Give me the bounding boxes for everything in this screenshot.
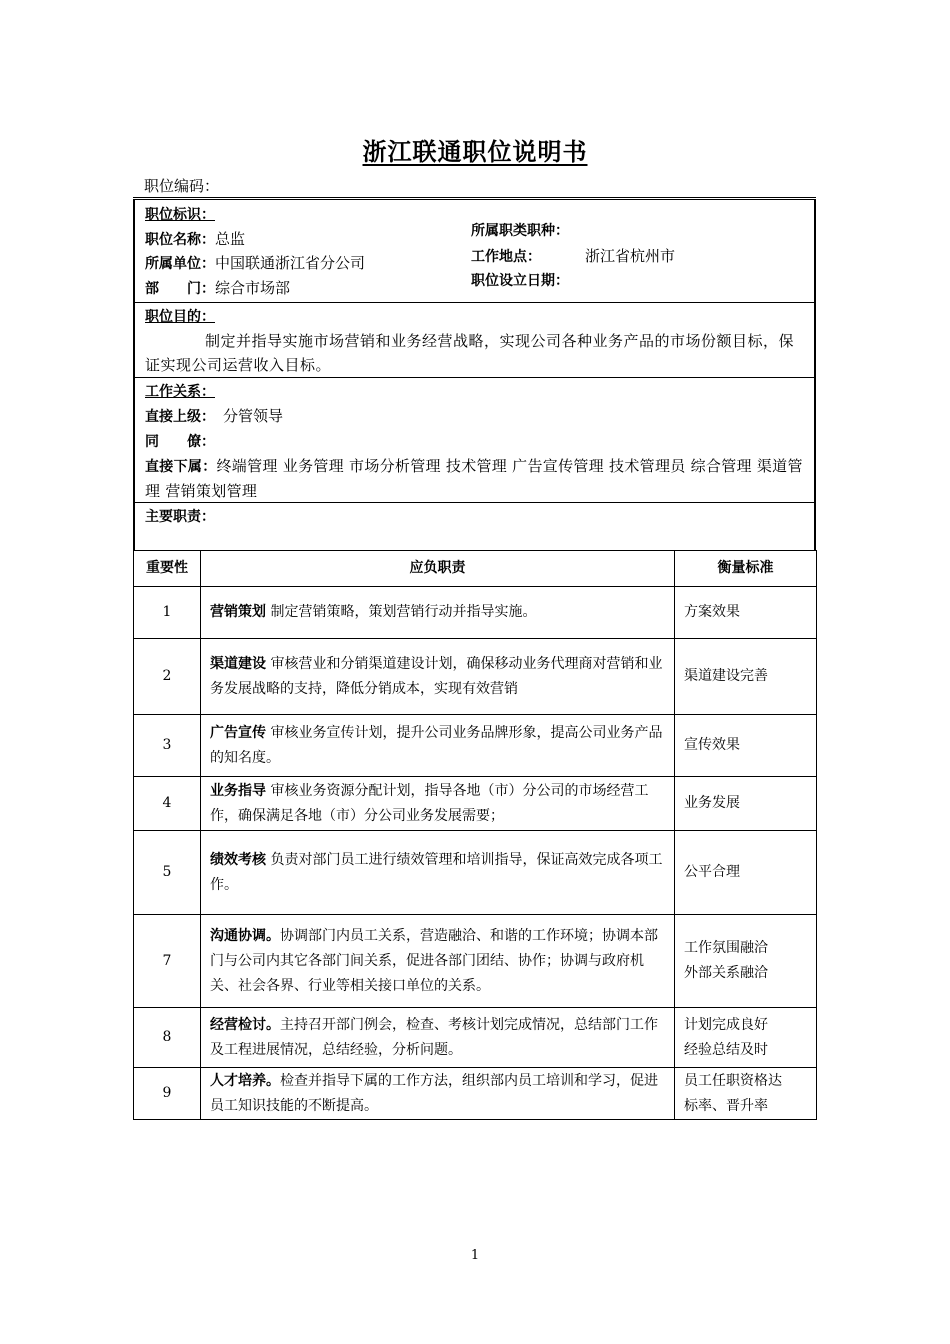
standard-cell xyxy=(675,777,817,831)
importance-cell: 2 xyxy=(134,639,201,715)
standard-line-1: 公平合理 xyxy=(684,864,740,880)
duty-cell xyxy=(201,1008,675,1068)
duty-text: 审核营业和分销渠道建设计划，确保移动业务代理商对营销和业务发展战略的支持，降低分销成本，实现有效营销 xyxy=(210,655,663,697)
duty-text: 审核业务宣传计划，提升公司业务品牌形象，提高公司业务产品的知名度。 xyxy=(210,724,663,766)
duty-text: 主持召开部门例会，检查、考核计划完成情况，总结部门工作及工程进展情况，总结经验，分析问题。 xyxy=(210,1016,658,1058)
sub-value: 终端管理 业务管理 市场分析管理 技术管理 广告宣传管理 技术管理员 综合管理 渠道管理 营销策划管理 xyxy=(145,457,803,500)
category-label: 所属职类职种： xyxy=(471,223,569,239)
superior-value: 分管领导 xyxy=(223,407,284,425)
duty-cell xyxy=(201,1068,675,1120)
duties-table xyxy=(133,550,817,1120)
sub-label: 直接下属： xyxy=(145,459,217,475)
table-header-row xyxy=(134,551,817,587)
standard-line-1: 渠道建设完善 xyxy=(684,668,768,684)
standard-line-1: 员工任职资格达 xyxy=(684,1072,782,1089)
importance-cell: 4 xyxy=(134,777,201,831)
unit-value: 中国联通浙江省分公司 xyxy=(215,254,366,272)
standard-line-2: 标率、晋升率 xyxy=(684,1097,768,1114)
importance-cell: 1 xyxy=(134,587,201,639)
standard-cell xyxy=(675,715,817,777)
duties-header: 主要职责： xyxy=(145,509,215,525)
position-unit xyxy=(145,251,365,276)
importance-cell: 9 xyxy=(134,1068,201,1120)
importance-cell: 8 xyxy=(134,1008,201,1068)
document-title: 浙江联通职位说明书 xyxy=(362,138,588,166)
duty-text: 负责对部门员工进行绩效管理和培训指导，保证高效完成各项工作。 xyxy=(210,851,663,893)
dept-label: 部 门： xyxy=(145,281,215,297)
identity-section xyxy=(133,200,816,303)
standard-line-1: 方案效果 xyxy=(684,604,740,620)
standard-cell xyxy=(675,1008,817,1068)
identity-header: 职位标识： xyxy=(145,207,215,223)
dept-value: 综合市场部 xyxy=(215,279,291,297)
relations-section xyxy=(133,378,816,503)
duty-cell xyxy=(201,587,675,639)
duty-cell xyxy=(201,777,675,831)
standard-line-1: 工作氛围融洽 xyxy=(684,940,768,956)
duty-title: 渠道建设 xyxy=(210,655,266,672)
duty-title: 绩效考核 xyxy=(210,851,266,868)
table-row xyxy=(134,587,817,639)
col-duty: 应负职责 xyxy=(201,551,675,587)
duty-cell xyxy=(201,639,675,715)
position-name xyxy=(145,227,245,252)
importance-cell: 3 xyxy=(134,715,201,777)
table-row xyxy=(134,639,817,715)
purpose-text: 制定并指导实施市场营销和业务经营战略，实现公司各种业务产品的市场份额目标，保证实现公司运营收入目标。 xyxy=(145,332,795,374)
duty-title: 经营检讨。 xyxy=(210,1016,280,1033)
table-row xyxy=(134,777,817,831)
superior-label: 直接上级： xyxy=(145,409,215,425)
table-row xyxy=(134,831,817,915)
standard-line-1: 计划完成良好 xyxy=(684,1016,768,1033)
peer xyxy=(145,429,806,454)
duty-title: 人才培养。 xyxy=(210,1072,280,1089)
standard-cell xyxy=(675,1068,817,1120)
standard-line-1: 业务发展 xyxy=(684,795,740,811)
superior xyxy=(145,404,806,429)
duty-text: 制定营销策略，策划营销行动并指导实施。 xyxy=(266,604,537,620)
peer-label: 同 僚： xyxy=(145,434,215,450)
duty-text: 协调部门内员工关系，营造融洽、和谐的工作环境；协调本部门与公司内其它各部门间关系，促进各部门团结、协作；协调与政府机关、社会各界、行业等相关接口单位的关系。 xyxy=(210,927,658,994)
importance-cell: 7 xyxy=(134,915,201,1008)
duty-title: 沟通协调。 xyxy=(210,927,280,944)
location-label: 工作地点： xyxy=(471,249,541,265)
col-standard: 衡量标准 xyxy=(675,551,817,587)
duty-cell xyxy=(201,715,675,777)
standard-line-1: 宣传效果 xyxy=(684,737,740,753)
date-label: 职位设立日期： xyxy=(471,273,569,289)
duty-title: 广告宣传 xyxy=(210,724,266,741)
position-dept xyxy=(145,276,290,301)
relations-header: 工作关系： xyxy=(145,384,215,400)
importance-cell: 5 xyxy=(134,831,201,915)
standard-cell xyxy=(675,587,817,639)
standard-cell xyxy=(675,639,817,715)
duty-title: 业务指导 xyxy=(210,782,266,799)
page-number: 1 xyxy=(470,1248,480,1263)
duty-text: 审核业务资源分配计划，指导各地（市）分公司的市场经营工作，确保满足各地（市）分公司业务发展需要； xyxy=(210,782,649,824)
location xyxy=(471,244,675,269)
duty-cell xyxy=(201,831,675,915)
standard-line-2: 外部关系融洽 xyxy=(684,965,768,981)
standard-cell xyxy=(675,831,817,915)
col-importance: 重要性 xyxy=(134,551,201,587)
unit-label: 所属单位： xyxy=(145,256,215,272)
duties-section xyxy=(133,503,816,551)
position-name-label: 职位名称： xyxy=(145,232,215,248)
duty-title: 营销策划 xyxy=(210,604,266,620)
duty-text: 检查并指导下属的工作方法，组织部内员工培训和学习，促进员工知识技能的不断提高。 xyxy=(210,1072,658,1114)
purpose-header: 职位目的： xyxy=(145,309,215,325)
position-code-label: 职位编码： xyxy=(144,177,220,195)
duty-cell xyxy=(201,915,675,1008)
location-value: 浙江省杭州市 xyxy=(585,247,676,265)
table-row xyxy=(134,1008,817,1068)
position-name-value: 总监 xyxy=(215,230,246,248)
table-row xyxy=(134,715,817,777)
subordinates xyxy=(145,454,806,503)
table-row xyxy=(134,915,817,1008)
standard-cell xyxy=(675,915,817,1008)
standard-line-2: 经验总结及时 xyxy=(684,1041,768,1058)
purpose-section xyxy=(133,303,816,378)
table-row xyxy=(134,1068,817,1120)
